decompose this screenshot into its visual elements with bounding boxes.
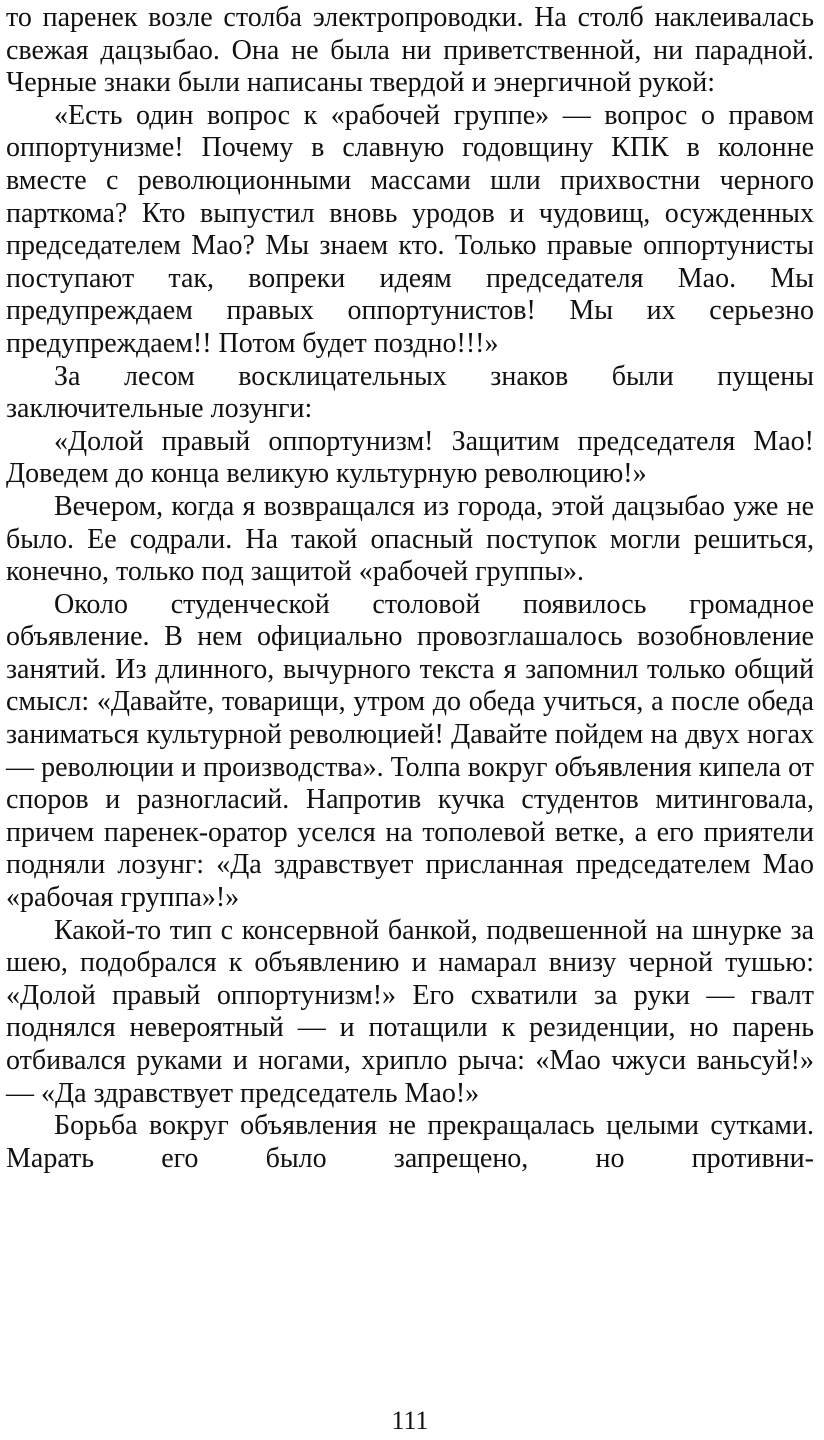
- paragraph-7: Какой-то тип с консервной банкой, подвешенной на шнурке за шею, подобрался к объявлению и намарал внизу черной тушью: «Долой правый оппортунизм!» Его схватили за руки — гвалт поднялся невероятный — и потащили к резиденции, но парень отбивался руками и ногами, хрипло рыча: «Мао чжуси ваньсуй!» — «Да здравствует председатель Мао!»: [6, 914, 814, 1109]
- paragraph-2: «Есть один вопрос к «рабочей группе» — вопрос о правом оппортунизме! Почему в славную годовщину КПК в колонне вместе с революционными массами шли прихвостни черного парткома? Кто выпустил вновь уродов и чудовищ, осужденных председателем Мао? Мы знаем кто. Только правые оппортунисты поступают так, вопреки идеям председателя Мао. Мы предупреждаем правых оппортунистов! Мы их серьезно предупреждаем!! Потом будет поздно!!!»: [6, 99, 814, 359]
- book-page: [6, 2, 814, 1438]
- paragraph-6: Около студенческой столовой появилось громадное объявление. В нем официально провозглашалось возобновление занятий. Из длинного, вычурного текста я запомнил только общий смысл: «Давайте, товарищи, утром до обеда учиться, а после обеда заниматься культурной революцией! Давайте пойдем на двух ногах — революции и производства». Толпа вокруг объявления кипела от споров и разногласий. Напротив кучка студентов митинговала, причем паренек-оратор уселся на тополевой ветке, а его приятели подняли лозунг: «Да здравствует присланная председателем Мао «рабочая группа»!»: [6, 588, 814, 914]
- paragraph-3: За лесом восклицательных знаков были пущены заключительные лозунги:: [6, 360, 814, 425]
- paragraph-1: то паренек возле столба электропроводки. На столб наклеивалась свежая дацзыбао. Она не была ни приветственной, ни парадной. Черные знаки были написаны твердой и энергичной рукой:: [6, 2, 814, 99]
- paragraph-4: «Долой правый оппортунизм! Защитим председателя Мао! Доведем до конца великую культурную революцию!»: [6, 425, 814, 490]
- paragraph-5: Вечером, когда я возвращался из города, этой дацзыбао уже не было. Ее содрали. На такой опасный поступок могли решиться, конечно, только под защитой «рабочей группы».: [6, 490, 814, 588]
- page-text: [6, 2, 814, 1175]
- page-number: 111: [391, 1406, 429, 1435]
- paragraph-8: Борьба вокруг объявления не прекращалась целыми сутками. Марать его было запрещено, но противни-: [6, 1110, 814, 1174]
